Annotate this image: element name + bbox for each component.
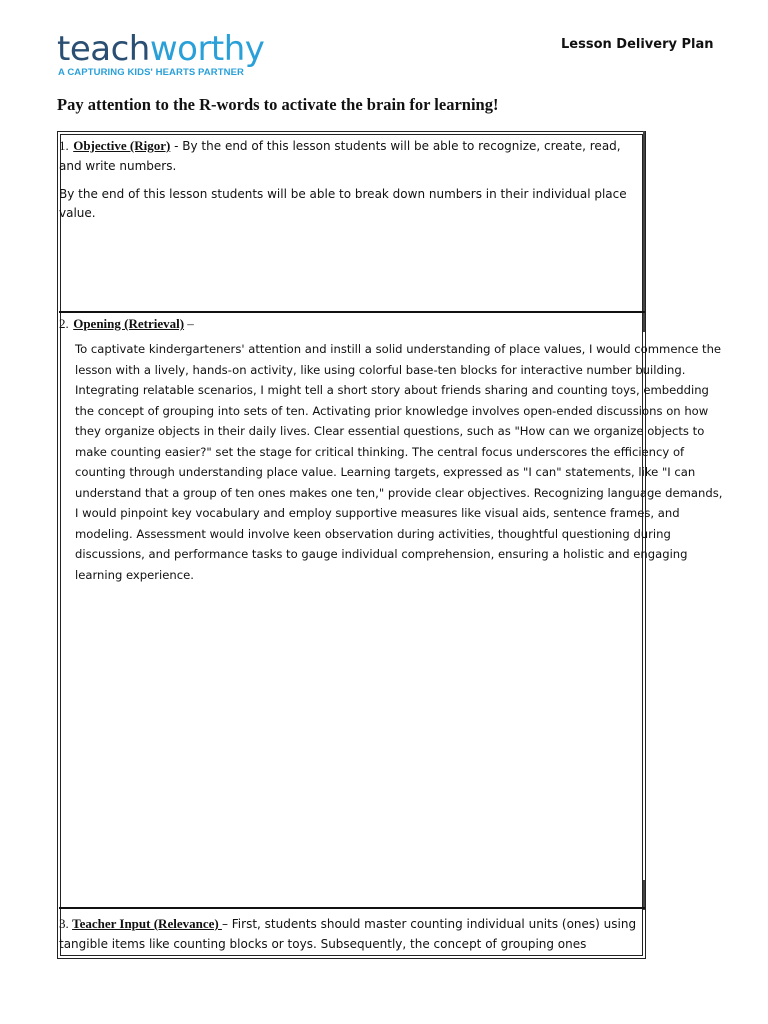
frame-right-border-2 — [643, 880, 645, 910]
logo-wordmark — [57, 30, 264, 68]
section-teacher-input-number: 3. — [59, 916, 69, 931]
section-teacher-input-separator: – — [221, 917, 232, 931]
section-objective-number: 1. — [59, 138, 69, 153]
section-objective-text-2: By the end of this lesson students will be able to break down numbers in their individual place value. — [59, 187, 627, 220]
section-teacher-input — [59, 914, 641, 954]
section-opening-text: To captivate kindergarteners' attention and instill a solid understanding of place values, I would commence the lesson with a lively, hands-on activity, like using colorful base-ten blocks for interactive number building. Integrating relatable scenarios, I might tell a short story about friends sharing and counting toys, embedding the concept of grouping into sets of ten. Activating prior knowledge involves open-ended discussions on how they organize objects in their daily lives. Clear essential questions, such as "How can we organize objects to make counting easier?" set the stage for critical thinking. The central focus underscores the efficiency of counting through understanding place value. Learning targets, expressed as "I can" statements, like "I can understand that a group of ten ones makes one ten," provide clear objectives. Recognizing language demands, I would pinpoint key vocabulary and employ supportive measures like visual aids, sentence frames, and modeling. Assessment would involve keen observation during activities, thoughtful questioning during discussions, and performance tasks to gauge individual comprehension, ensuring a holistic and engaging learning experience. — [75, 342, 723, 582]
section-opening-number: 2. — [59, 316, 69, 331]
section-divider-1 — [59, 311, 645, 313]
section-divider-2 — [59, 907, 645, 909]
logo-part-worthy: worthy — [149, 29, 265, 69]
section-objective-text: By the end of this lesson students will be able to recognize, create, read, and write numbers. — [59, 139, 621, 173]
section-opening-heading: Opening (Retrieval) — [73, 316, 185, 331]
logo-part-teach: teach — [57, 29, 150, 69]
logo-tagline: A CAPTURING KIDS' HEARTS PARTNER — [58, 67, 244, 78]
section-objective — [59, 136, 639, 223]
section-opening-header — [59, 315, 639, 332]
section-objective-heading: Objective (Rigor) — [73, 138, 171, 153]
section-objective-separator: - — [170, 139, 183, 153]
section-teacher-input-heading: Teacher Input (Relevance) — [72, 916, 222, 931]
teachworthy-logo — [57, 29, 265, 80]
section-teacher-input-text: First, students should master counting individual units (ones) using tangible items like counting blocks or toys. Subsequently, the concept of grouping ones — [59, 917, 637, 951]
document-type-header: Lesson Delivery Plan — [561, 37, 714, 52]
section-opening-separator: – — [184, 316, 194, 331]
frame-right-border-1 — [643, 131, 645, 332]
page-title: Pay attention to the R-words to activate the brain for learning! — [57, 95, 499, 114]
